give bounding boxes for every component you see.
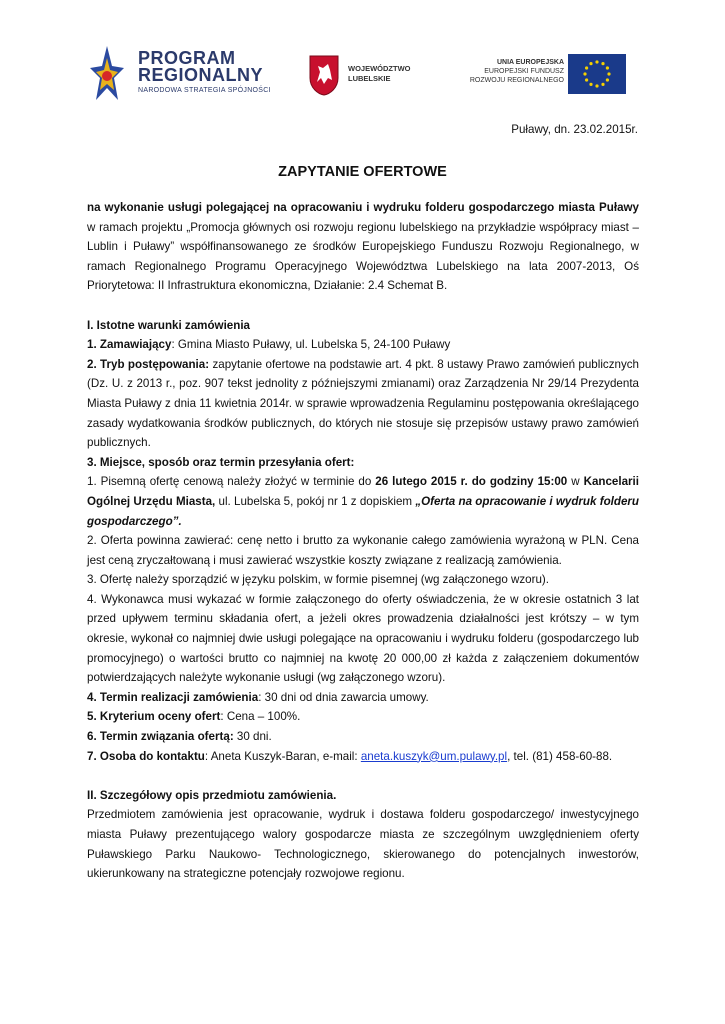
- coat-of-arms-icon: [308, 54, 340, 96]
- item-miejsce-3: 3. Ofertę należy sporządzić w języku polskim, w formie pisemnej (wg załączonego wzoru).: [87, 573, 549, 587]
- section2-heading-text: II. Szczegółowy opis przedmiotu zamówienia.: [87, 788, 337, 802]
- eu-flag-icon: [568, 54, 626, 94]
- wojewodztwo-line2: LUBELSKIE: [348, 74, 391, 83]
- kontakt-text1: : Aneta Kuszyk-Baran, e-mail:: [204, 749, 361, 763]
- intro-paragraph: [87, 198, 639, 296]
- miejsce-1-deadline: 26 lutego 2015 r. do godziny 15:00: [375, 475, 568, 489]
- header-logos: [86, 40, 646, 110]
- wojewodztwo-lubelskie-logo: [308, 54, 428, 102]
- unia-europejska-logo: [436, 52, 626, 102]
- item-miejsce-heading: [87, 453, 639, 473]
- section2-text: Przedmiotem zamówienia jest opracowanie, wydruk i dostawa folderu gospodarczego/ inwestycyjnego miasta Puławy prezentującego walory gospodarcze miasta ze szczególnym uwzględnieniem oferty Puławskiego Parku Naukowo- Technologicznego, skierowanego do potencjalnych inwestorów, ukierunkowany na strategiczne potencjały rozwojowe regionu.: [87, 808, 639, 881]
- tryb-text: zapytanie ofertowe na podstawie art. 4 pkt. 8 ustawy Prawo zamówień publicznych (Dz. U. z 2013 r., poz. 907 tekst jednolity z późniejszymi zmianami) oraz Zarządzenia Nr 29/14 Prezydenta Miasta Puławy z dnia 11 kwietnia 2014r. w sprawie wprowadzenia Regulaminu postępowania określającego zasady wydatkowania środków publicznych, do których nie stosuje się przepisów ustawy prawo zamówień publicznych.: [87, 357, 639, 450]
- ue-line2: EUROPEJSKI FUNDUSZ: [484, 68, 564, 75]
- kontakt-text2: , tel. (81) 458-60-88.: [507, 749, 613, 763]
- termin-zwiazania-label: 6. Termin związania ofertą:: [87, 730, 234, 744]
- kryterium-label: 5. Kryterium oceny ofert: [87, 710, 221, 724]
- miejsce-1-label: „Oferta na opracowanie i wydruk folderu gospodarczego”.: [87, 494, 640, 528]
- intro-text: w ramach projektu „Promocja głównych osi rozwoju regionu lubelskiego na przykładzie współpracy miast – Lublin i Puławy” współfinansowanego ze środków Europejskiego Funduszu Rozwoju Regionalnego, w ramach Regionalnego Programu Operacyjnego Województwa Lubelskiego na lata 2007-2013, Oś Priorytetowa: II Infrastruktura ekonomiczna, Działanie: 2.4 Schemat B.: [87, 220, 639, 293]
- kontakt-label: 7. Osoba do kontaktu: [87, 749, 205, 763]
- zamawiajacy-text: : Gmina Miasto Puławy, ul. Lubelska 5, 24-100 Puławy: [171, 338, 451, 352]
- miejsce-1-text2: w: [567, 475, 584, 489]
- miejsce-1-text3: ul. Lubelska 5, pokój nr 1 z dopiskiem: [215, 494, 416, 508]
- miejsce-1-text1: 1. Pisemną ofertę cenową należy złożyć w terminie do: [87, 475, 376, 489]
- item-termin-realizacji: [87, 688, 639, 708]
- miejsce-1-office: Kancelarii Ogólnej Urzędu Miasta,: [87, 475, 639, 508]
- item-tryb: [87, 355, 639, 453]
- item-termin-zwiazania: [87, 727, 639, 747]
- ue-line1: UNIA EUROPEJSKA: [496, 59, 564, 66]
- section1-heading-text: I. Istotne warunki zamówienia: [87, 318, 250, 332]
- program-title-line2: REGIONALNY: [138, 65, 264, 85]
- miejsce-heading-text: 3. Miejsce, sposób oraz termin przesyłania ofert:: [87, 455, 355, 469]
- wojewodztwo-line1: WOJEWÓDZTWO: [348, 64, 411, 73]
- program-subtitle: NARODOWA STRATEGIA SPÓJNOŚCI: [138, 87, 271, 94]
- ue-line3: ROZWOJU REGIONALNEGO: [469, 77, 564, 84]
- program-title-line1: PROGRAM: [138, 48, 236, 68]
- tryb-label: 2. Tryb postępowania:: [87, 357, 210, 371]
- document-body: [87, 198, 639, 884]
- kryterium-text: : Cena – 100%.: [220, 710, 301, 724]
- item-miejsce-4: 4. Wykonawca musi wykazać w formie załączonego do oferty oświadczenia, że w okresie ostatnich 3 lat przed upływem terminu składania ofert, a jeżeli okres prowadzenia działalności jest krótszy – w tym okresie, wykonał co najmniej dwie usługi polegające na opracowaniu i wydruku folderu (gospodarczego lub promocyjnego) o wartości brutto co najmniej na kwotę 20 000,00 zł każda z załączeniem dokumentów potwierdzających należyte wykonanie usługi (wg załączonego wzoru).: [87, 592, 639, 685]
- section2-heading: [87, 786, 639, 806]
- item-kontakt: [87, 747, 639, 767]
- termin-realizacji-label: 4. Termin realizacji zamówienia: [87, 690, 259, 704]
- star-icon: [88, 44, 126, 104]
- section1-heading: [87, 316, 639, 336]
- item-zamawiajacy: [87, 335, 639, 355]
- termin-zwiazania-text: 30 dni.: [233, 730, 272, 744]
- contact-email-link[interactable]: aneta.kuszyk@um.pulawy.pl: [360, 749, 508, 763]
- zamawiajacy-label: 1. Zamawiający: [87, 338, 172, 352]
- intro-bold: na wykonanie usługi polegającej na opracowaniu i wydruku folderu gospodarczego miasta Puławy: [87, 201, 639, 214]
- program-regionalny-logo: [86, 40, 286, 106]
- item-kryterium: [87, 707, 639, 727]
- item-miejsce-2: 2. Oferta powinna zawierać: cenę netto i brutto za wykonanie całego zamówienia wyrażoną w PLN. Cena jest ceną zryczałtowaną i musi zawierać wszystkie koszty związane z realizacją zamówienia.: [87, 534, 639, 567]
- document-title: ZAPYTANIE OFERTOWE: [278, 164, 447, 180]
- termin-realizacji-text: : 30 dni od dnia zawarcia umowy.: [258, 690, 429, 704]
- item-miejsce-1: [87, 472, 639, 531]
- document-date: Puławy, dn. 23.02.2015r.: [511, 123, 638, 136]
